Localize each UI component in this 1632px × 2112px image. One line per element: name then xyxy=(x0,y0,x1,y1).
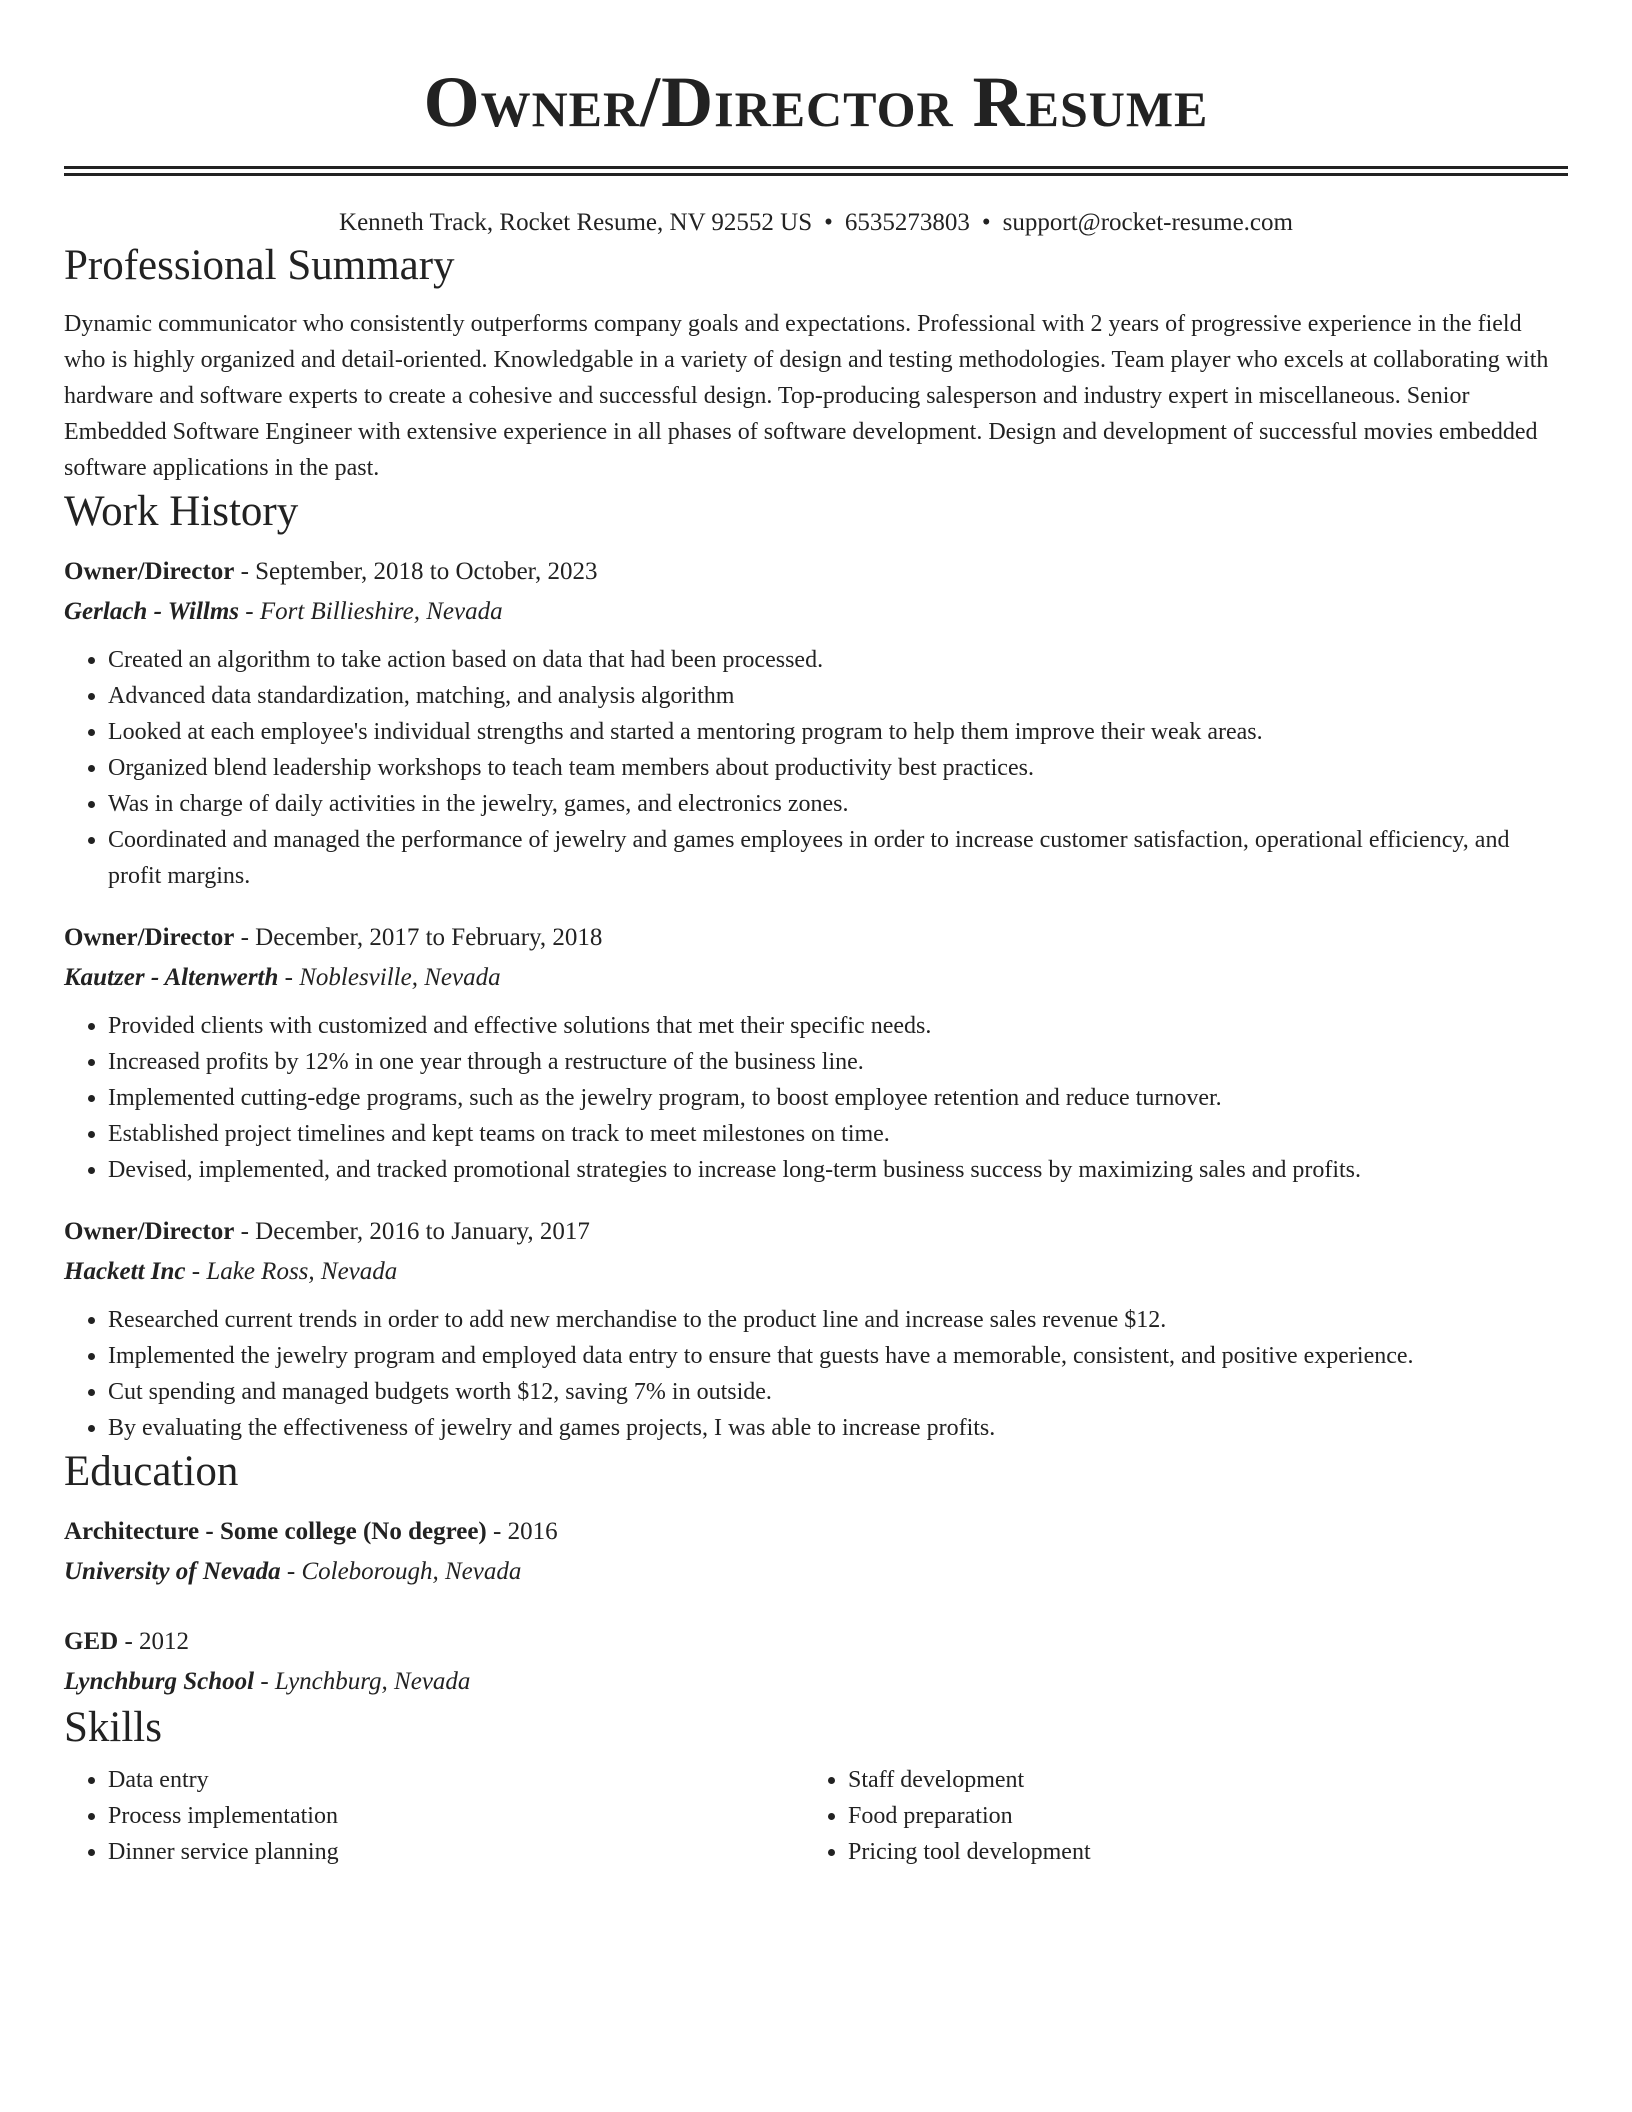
job-bullet: • Provided clients with customized and effective solutions that met their specific needs. xyxy=(108,1008,1568,1044)
contact-phone: 6535273803 xyxy=(844,209,970,236)
summary-heading: Professional Summary xyxy=(64,242,455,289)
job-entry xyxy=(64,552,1568,894)
job-company: Hackett Inc xyxy=(64,1258,186,1285)
education-heading: Education xyxy=(64,1448,239,1495)
job-bullet: • Increased profits by 12% in one year through a restructure of the business line. xyxy=(108,1044,1568,1080)
job-bullet: • Devised, implemented, and tracked promotional strategies to increase long-term business success by maximizing sales and profits. xyxy=(108,1152,1568,1188)
contact-line xyxy=(64,206,1568,240)
job-entry xyxy=(64,918,1568,1188)
job-bullet: • Created an algorithm to take action based on data that had been processed. xyxy=(108,642,1568,678)
page-title: Owner/Director Resume xyxy=(423,62,1209,142)
skill-item: • Data entry xyxy=(108,1762,804,1798)
job-bullets xyxy=(64,642,1568,894)
job-title: Owner/Director xyxy=(64,1218,235,1245)
job-dates: - December, 2016 to January, 2017 xyxy=(234,1218,590,1245)
job-dates: - December, 2017 to February, 2018 xyxy=(234,924,603,951)
job-title: Owner/Director xyxy=(64,558,235,585)
education-location: - Coleborough, Nevada xyxy=(280,1558,522,1585)
job-bullet: • Coordinated and managed the performance of jewelry and games employees in order to increase customer satisfaction, operational efficiency, and profit margins. xyxy=(108,822,1568,894)
job-bullet: • Was in charge of daily activities in the jewelry, games, and electronics zones. xyxy=(108,786,1568,822)
contact-address: Kenneth Track, Rocket Resume, NV 92552 US xyxy=(339,209,813,236)
skills-column-right xyxy=(804,1762,1544,1870)
job-bullet: • Cut spending and managed budgets worth $12, saving 7% in outside. xyxy=(108,1374,1568,1410)
skill-item: • Food preparation xyxy=(848,1798,1544,1834)
skill-item: • Pricing tool development xyxy=(848,1834,1544,1870)
job-bullet: • Implemented cutting-edge programs, such as the jewelry program, to boost employee retention and reduce turnover. xyxy=(108,1080,1568,1116)
job-bullet: • Researched current trends in order to add new merchandise to the product line and increase sales revenue $12. xyxy=(108,1302,1568,1338)
job-bullet: • Established project timelines and kept teams on track to meet milestones on time. xyxy=(108,1116,1568,1152)
job-entry xyxy=(64,1212,1568,1446)
job-bullet: • Implemented the jewelry program and employed data entry to ensure that guests have a memorable, consistent, and positive experience. xyxy=(108,1338,1568,1374)
contact-email: support@rocket-resume.com xyxy=(1002,209,1293,236)
job-location: - Noblesville, Nevada xyxy=(278,964,501,991)
resume-page xyxy=(64,0,1568,1870)
job-bullets xyxy=(64,1008,1568,1188)
skills-heading: Skills xyxy=(64,1704,162,1751)
education-degree: GED xyxy=(64,1628,119,1655)
title-divider-thick xyxy=(64,166,1568,169)
education-year: - 2012 xyxy=(118,1628,190,1655)
job-title: Owner/Director xyxy=(64,924,235,951)
contact-separator: • xyxy=(824,209,833,236)
job-bullet: • Advanced data standardization, matching, and analysis algorithm xyxy=(108,678,1568,714)
summary-text: Dynamic communicator who consistently outperforms company goals and expectations. Professional with 2 years of progressive experience in the field who is highly organized and detail-oriented. Knowledgable in a variety of design and testing methodologies. Team player who excels at collaborating with hardware and software experts to create a cohesive and successful design. Top-producing salesperson and industry expert in miscellaneous. Senior Embedded Software Engineer with extensive experience in all phases of software development. Design and development of successful movies embedded software applications in the past. xyxy=(64,311,1549,481)
job-company: Gerlach - Willms xyxy=(64,598,240,625)
education-year: - 2016 xyxy=(486,1518,558,1545)
job-location: - Fort Billieshire, Nevada xyxy=(239,598,503,625)
title-divider-thin xyxy=(64,173,1568,176)
contact-separator: • xyxy=(981,209,991,236)
job-dates: - September, 2018 to October, 2023 xyxy=(234,558,598,585)
skill-item: • Dinner service planning xyxy=(108,1834,804,1870)
work-history-heading: Work History xyxy=(64,488,299,535)
job-bullet: • Organized blend leadership workshops to teach team members about productivity best practices. xyxy=(108,750,1568,786)
skills-list xyxy=(64,1762,1568,1870)
job-bullet: • By evaluating the effectiveness of jewelry and games projects, I was able to increase profits. xyxy=(108,1410,1568,1446)
job-bullets xyxy=(64,1302,1568,1446)
job-bullet: • Looked at each employee's individual strengths and started a mentoring program to help them improve their weak areas. xyxy=(108,714,1568,750)
education-degree: Architecture - Some college (No degree) xyxy=(64,1518,487,1545)
job-location: - Lake Ross, Nevada xyxy=(185,1258,398,1285)
skill-item: • Staff development xyxy=(848,1762,1544,1798)
education-entry xyxy=(64,1512,1568,1592)
skills-column-left xyxy=(64,1762,804,1870)
education-school: Lynchburg School xyxy=(64,1668,255,1695)
education-entry xyxy=(64,1622,1568,1702)
education-location: - Lynchburg, Nevada xyxy=(254,1668,471,1695)
skill-item: • Process implementation xyxy=(108,1798,804,1834)
education-school: University of Nevada xyxy=(64,1558,281,1585)
job-company: Kautzer - Altenwerth xyxy=(64,964,279,991)
